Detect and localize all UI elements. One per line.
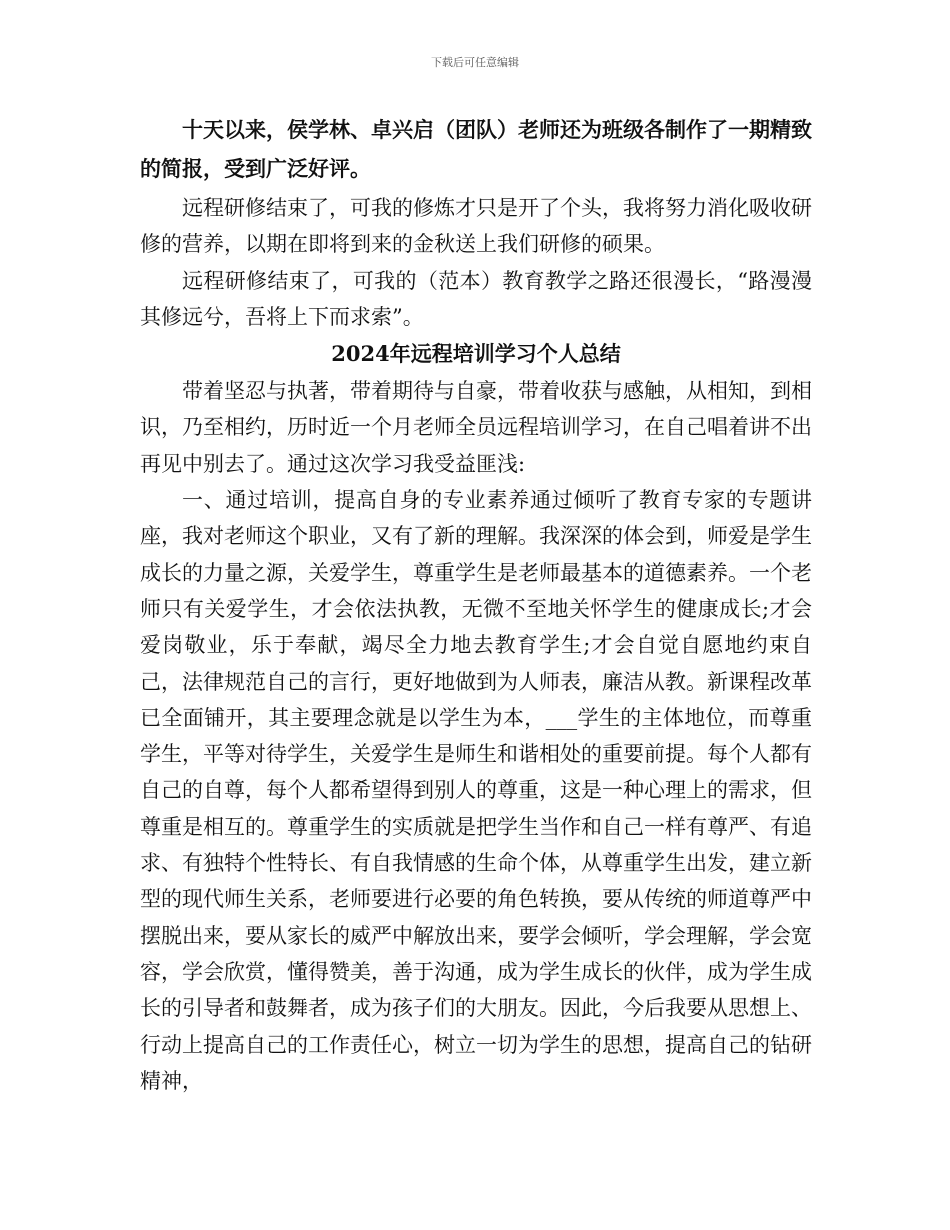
page-header-note: 下载后可任意编辑 xyxy=(431,56,519,69)
paragraph-professional-quality: 一、通过培训，提高自身的专业素养通过倾听了教育专家的专题讲座，我对老师这个职业，又有了新的理解。我深深的体会到，师爱是学生成长的力量之源，关爱学生，尊重学生是老师最基本的道德素养。一个老师只有关爱学生，才会依法执教，无微不至地关怀学生的健康成长;才会爱岗敬业，乐于奉献，竭尽全力地去教育学生;才会自觉自愿地约束自己，法律规范自己的言行，更好地做到为人师表，廉洁从教。新课程改革已全面铺开，其主要理念就是以学生为本，___学生的主体地位，而尊重学生，平等对待学生，关爱学生是师生和谐相处的重要前提。每个人都有自己的自尊，每个人都希望得到别人的尊重，这是一种心理上的需求，但尊重是相互的。尊重学生的实质就是把学生当作和自己一样有尊严、有追求、有独特个性特长、有自我情感的生命个体，从尊重学生出发，建立新型的现代师生关系，老师要进行必要的角色转换，要从传统的师道尊严中摆脱出来，要从家长的威严中解放出来，要学会倾听，学会理解，学会宽容，学会欣赏，懂得赞美，善于沟通，成为学生成长的伙伴，成为学生成长的引导者和鼓舞者，成为孩子们的大朋友。因此，今后我要从思想上、行动上提高自己的工作责任心，树立一切为学生的思想，提高自己的钻研精神， xyxy=(140,488,812,1093)
document-body xyxy=(140,110,812,1099)
paragraph-training-digest: 远程研修结束了，可我的修炼才只是开了个头，我将努力消化吸收研修的营养，以期在即将到来的金秋送上我们研修的硕果。 xyxy=(140,196,812,257)
paragraph-long-road: 远程研修结束了，可我的（范本）教育教学之路还很漫长，“路漫漫其修远兮，吾将上下而求索”。 xyxy=(140,268,812,329)
paragraph-introduction: 带着坚忍与执著，带着期待与自豪，带着收获与感触，从相知，到相识，乃至相约，历时近一个月老师全员远程培训学习，在自己唱着讲不出再见中别去了。通过这次学习我受益匪浅: xyxy=(140,379,812,476)
paragraph-briefing-praise: 十天以来，侯学林、卓兴启（团队）老师还为班级各制作了一期精致的简报，受到广泛好评。 xyxy=(140,117,812,181)
section-title: 2024年远程培训学习个人总结 xyxy=(331,341,621,367)
